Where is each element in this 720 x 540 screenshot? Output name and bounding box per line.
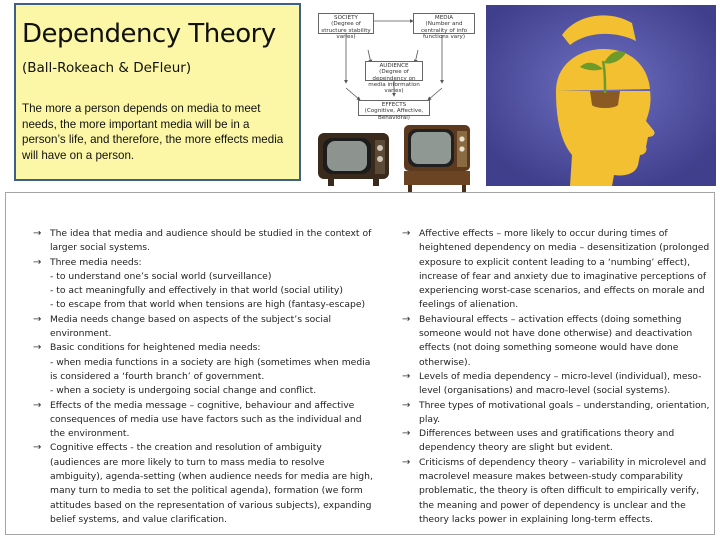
bullet-item <box>395 370 715 399</box>
content-panel <box>5 192 715 535</box>
right-arrow-icon: → <box>33 228 42 239</box>
bullet-item <box>395 399 715 428</box>
bullet-item <box>26 313 375 342</box>
summary-text: The more a person depends on media to meet needs, the more important media will be in a person’s life, and therefore, the more effects media will have on a person. <box>22 102 284 162</box>
right-arrow-icon: → <box>402 370 411 382</box>
bullet-text: Three media needs: <box>50 256 142 268</box>
right-arrow-icon: → <box>402 228 411 239</box>
bullet-item <box>395 456 715 527</box>
right-arrow-icon: → <box>402 399 411 411</box>
right-arrow-icon: → <box>402 428 411 440</box>
bullet-text: Levels of media dependency – micro-level (individual), meso-level (organisations) and macro-level (social systems). <box>419 370 702 397</box>
bullet-subitem: - when media functions in a society are high (sometimes when media is considered a ‘fourth branch’ of government. <box>50 356 371 382</box>
right-arrow-icon: → <box>33 313 42 325</box>
right-arrow-icon: → <box>33 256 42 268</box>
bullet-item <box>26 341 375 398</box>
bullet-text: Differences between uses and gratifications theory and dependency theory are slight but evident. <box>419 428 675 454</box>
vintage-television-icon <box>316 131 391 187</box>
right-arrow-icon: → <box>33 442 42 454</box>
right-arrow-icon: → <box>33 399 42 411</box>
title-box <box>14 3 301 181</box>
bullet-text: Effects of the media message – cognitive, behaviour and affective consequences of media use have factors such as the individual and the environment. <box>50 399 362 440</box>
bullet-subitem: - to act meaningfully and effectively in that world (social utility) <box>50 285 343 297</box>
right-arrow-icon: → <box>402 313 411 325</box>
vintage-television-icon <box>401 123 473 193</box>
left-bullet-list <box>26 227 375 527</box>
bullet-subitem: - to understand one’s social world (surveillance) <box>50 270 272 282</box>
bullet-subitem: - when a society is undergoing social change and conflict. <box>50 385 317 397</box>
diagram-box-media: MEDIA (Number and centrality of info functions vary) <box>413 13 475 34</box>
open-head-sprout-illustration <box>486 5 716 186</box>
page-title: Dependency Theory <box>22 19 276 49</box>
right-bullet-list <box>395 227 715 527</box>
dependency-diagram <box>308 8 480 128</box>
bullet-item <box>26 256 375 313</box>
bullet-text: Three types of motivational goals – understanding, orientation, play. <box>419 399 710 425</box>
diagram-box-audience: AUDIENCE (Degree of dependency on media information varies) <box>365 61 423 81</box>
diagram-box-effects: EFFECTS (Cognitive, Affective, Behavioral) <box>358 100 430 116</box>
bullet-text: Criticisms of dependency theory – variability in microlevel and macrolevel measure makes between-study comparability problematic, the theory is often difficult to empirically verify, the meaning and power of dependency is unclear and the theory lacks power in explaining long-term effects. <box>419 456 707 525</box>
bullet-text: Behavioural effects – activation effects (doing something someone would not have done otherwise) and deactivation effects (not doing something someone would have done otherwise). <box>419 313 693 368</box>
bullet-text: Affective effects – more likely to occur during times of heightened dependency on media – desensitization (prolonged exposure to explicit content leading to a ‘numbing’ effect), increase of fear and anxiety due to imaginative perceptions of experiencing worst-case scenarios, and effects on morale and feelings of alienation. <box>419 228 710 311</box>
right-arrow-icon: → <box>402 456 411 468</box>
bullet-item <box>26 441 375 527</box>
bullet-item <box>26 227 375 256</box>
bullet-subitem: - to escape from that world when tensions are high (fantasy-escape) <box>50 299 366 311</box>
bullet-item <box>395 227 715 313</box>
bullet-item <box>395 427 715 456</box>
bullet-text: Media needs change based on aspects of the subject’s social environment. <box>50 313 332 340</box>
bullet-text: Cognitive effects - the creation and resolution of ambiguity (audiences are more likely to turn to mass media to resolve ambiguity), agenda-setting (when audience needs for media are high, many turn to media to set the political agenda), formation (we form attitudes based on the representation of various subjects), expanding belief systems, and value clarification. <box>50 442 373 525</box>
right-arrow-icon: → <box>33 342 42 354</box>
diagram-box-society: SOCIETY (Degree of structure stability varies) <box>318 13 374 34</box>
bullet-text: Basic conditions for heightened media needs: <box>50 342 261 354</box>
bullet-item <box>395 313 715 370</box>
page-subtitle: (Ball-Rokeach & DeFleur) <box>22 60 192 76</box>
bullet-text: The idea that media and audience should be studied in the context of larger social systems. <box>50 228 372 254</box>
bullet-item <box>26 399 375 442</box>
